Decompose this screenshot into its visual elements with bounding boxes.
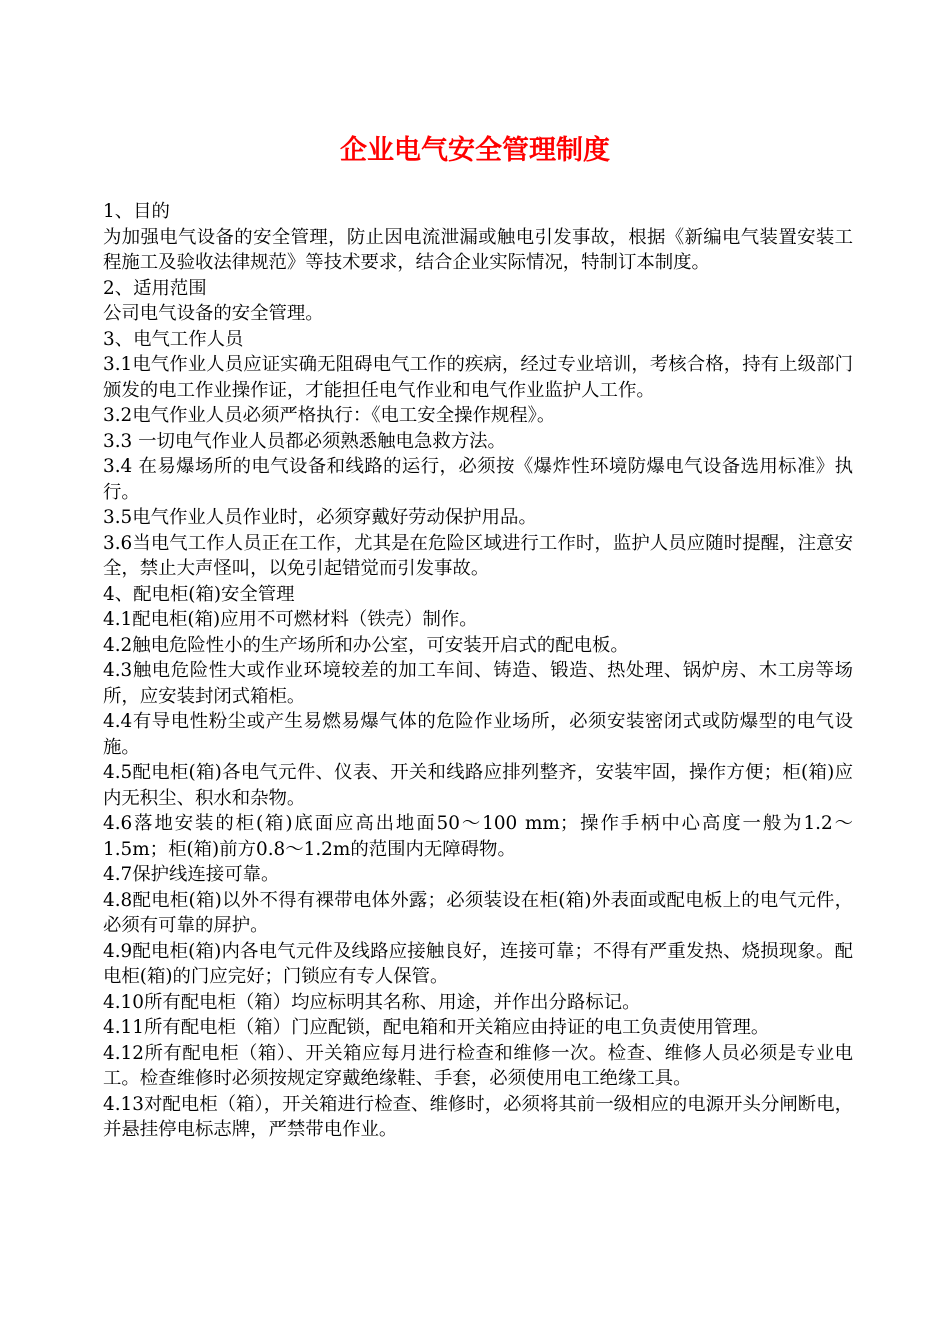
clause-4-10: 4.10所有配电柜（箱）均应标明其名称、用途，并作出分路标记。 <box>103 991 641 1013</box>
clause-4-2: 4.2触电危险性小的生产场所和办公室，可安装开启式的配电板。 <box>103 634 629 656</box>
paragraph-scope: 公司电气设备的安全管理。 <box>103 303 324 324</box>
clause-4-8: 4.8配电柜(箱)以外不得有裸带电体外露；必须装设在柜(箱)外表面或配电板上的电气元件，必须有可靠的屏护。 <box>103 889 853 936</box>
clause-4-6: 4.6落地安装的柜(箱)底面应高出地面50～100 mm；操作手柄中心高度一般为1.2～1.5m；柜(箱)前方0.8～1.2m的范围内无障碍物。 <box>103 813 853 860</box>
clause-4-4: 4.4有导电性粉尘或产生易燃易爆气体的危险作业场所，必须安装密闭式或防爆型的电气设施。 <box>103 711 853 758</box>
clause-3-4: 3.4 在易爆场所的电气设备和线路的运行，必须按《爆炸性环境防爆电气设备选用标准》执行。 <box>103 456 853 503</box>
document-body <box>103 199 853 1143</box>
clause-3-5: 3.5电气作业人员作业时，必须穿戴好劳动保护用品。 <box>103 507 537 528</box>
clause-4-3: 4.3触电危险性大或作业环境较差的加工车间、铸造、锻造、热处理、锅炉房、木工房等场所，应安装封闭式箱柜。 <box>103 660 853 707</box>
clause-4-7: 4.7保护线连接可靠。 <box>103 864 280 885</box>
section-heading-purpose: 1、目的 <box>103 201 170 222</box>
section-heading-distribution-cabinet: 4、配电柜(箱)安全管理 <box>103 583 295 605</box>
clause-4-1: 4.1配电柜(箱)应用不可燃材料（铁壳）制作。 <box>103 609 478 630</box>
clause-3-6: 3.6当电气工作人员正在工作，尤其是在危险区域进行工作时，监护人员应随时提醒，注意安全，禁止大声怪叫，以免引起错觉而引发事故。 <box>103 532 853 579</box>
clause-4-12: 4.12所有配电柜（箱）、开关箱应每月进行检查和维修一次。检查、维修人员必须是专业电工。检查维修时必须按规定穿戴绝缘鞋、手套，必须使用电工绝缘工具。 <box>103 1042 853 1089</box>
clause-4-13: 4.13对配电柜（箱），开关箱进行检查、维修时，必须将其前一级相应的电源开头分闸断电，并悬挂停电标志牌，严禁带电作业。 <box>103 1093 853 1140</box>
clause-4-11: 4.11所有配电柜（箱）门应配锁，配电箱和开关箱应由持证的电工负责使用管理。 <box>103 1017 770 1038</box>
clause-4-5: 4.5配电柜(箱)各电气元件、仪表、开关和线路应排列整齐，安装牢固，操作方便；柜(箱)应内无积尘、积水和杂物。 <box>103 762 853 809</box>
page-title: 企业电气安全管理制度 <box>340 135 610 166</box>
section-heading-personnel: 3、电气工作人员 <box>103 328 244 350</box>
paragraph-purpose: 为加强电气设备的安全管理，防止因电流泄漏或触电引发事故，根据《新编电气装置安装工程施工及验收法律规范》等技术要求，结合企业实际情况，特制订本制度。 <box>103 226 853 273</box>
section-heading-scope: 2、适用范围 <box>103 277 207 299</box>
clause-3-1: 3.1电气作业人员应证实确无阻碍电气工作的疾病，经过专业培训，考核合格，持有上级部门颁发的电工作业操作证，才能担任电气作业和电气作业监护人工作。 <box>103 354 853 401</box>
clause-3-2: 3.2电气作业人员必须严格执行：《电工安全操作规程》。 <box>103 405 556 426</box>
clause-3-3: 3.3 一切电气作业人员都必须熟悉触电急救方法。 <box>103 430 506 452</box>
clause-4-9: 4.9配电柜(箱)内各电气元件及线路应接触良好，连接可靠；不得有严重发热、烧损现象。配电柜(箱)的门应完好；门锁应有专人保管。 <box>103 940 853 987</box>
